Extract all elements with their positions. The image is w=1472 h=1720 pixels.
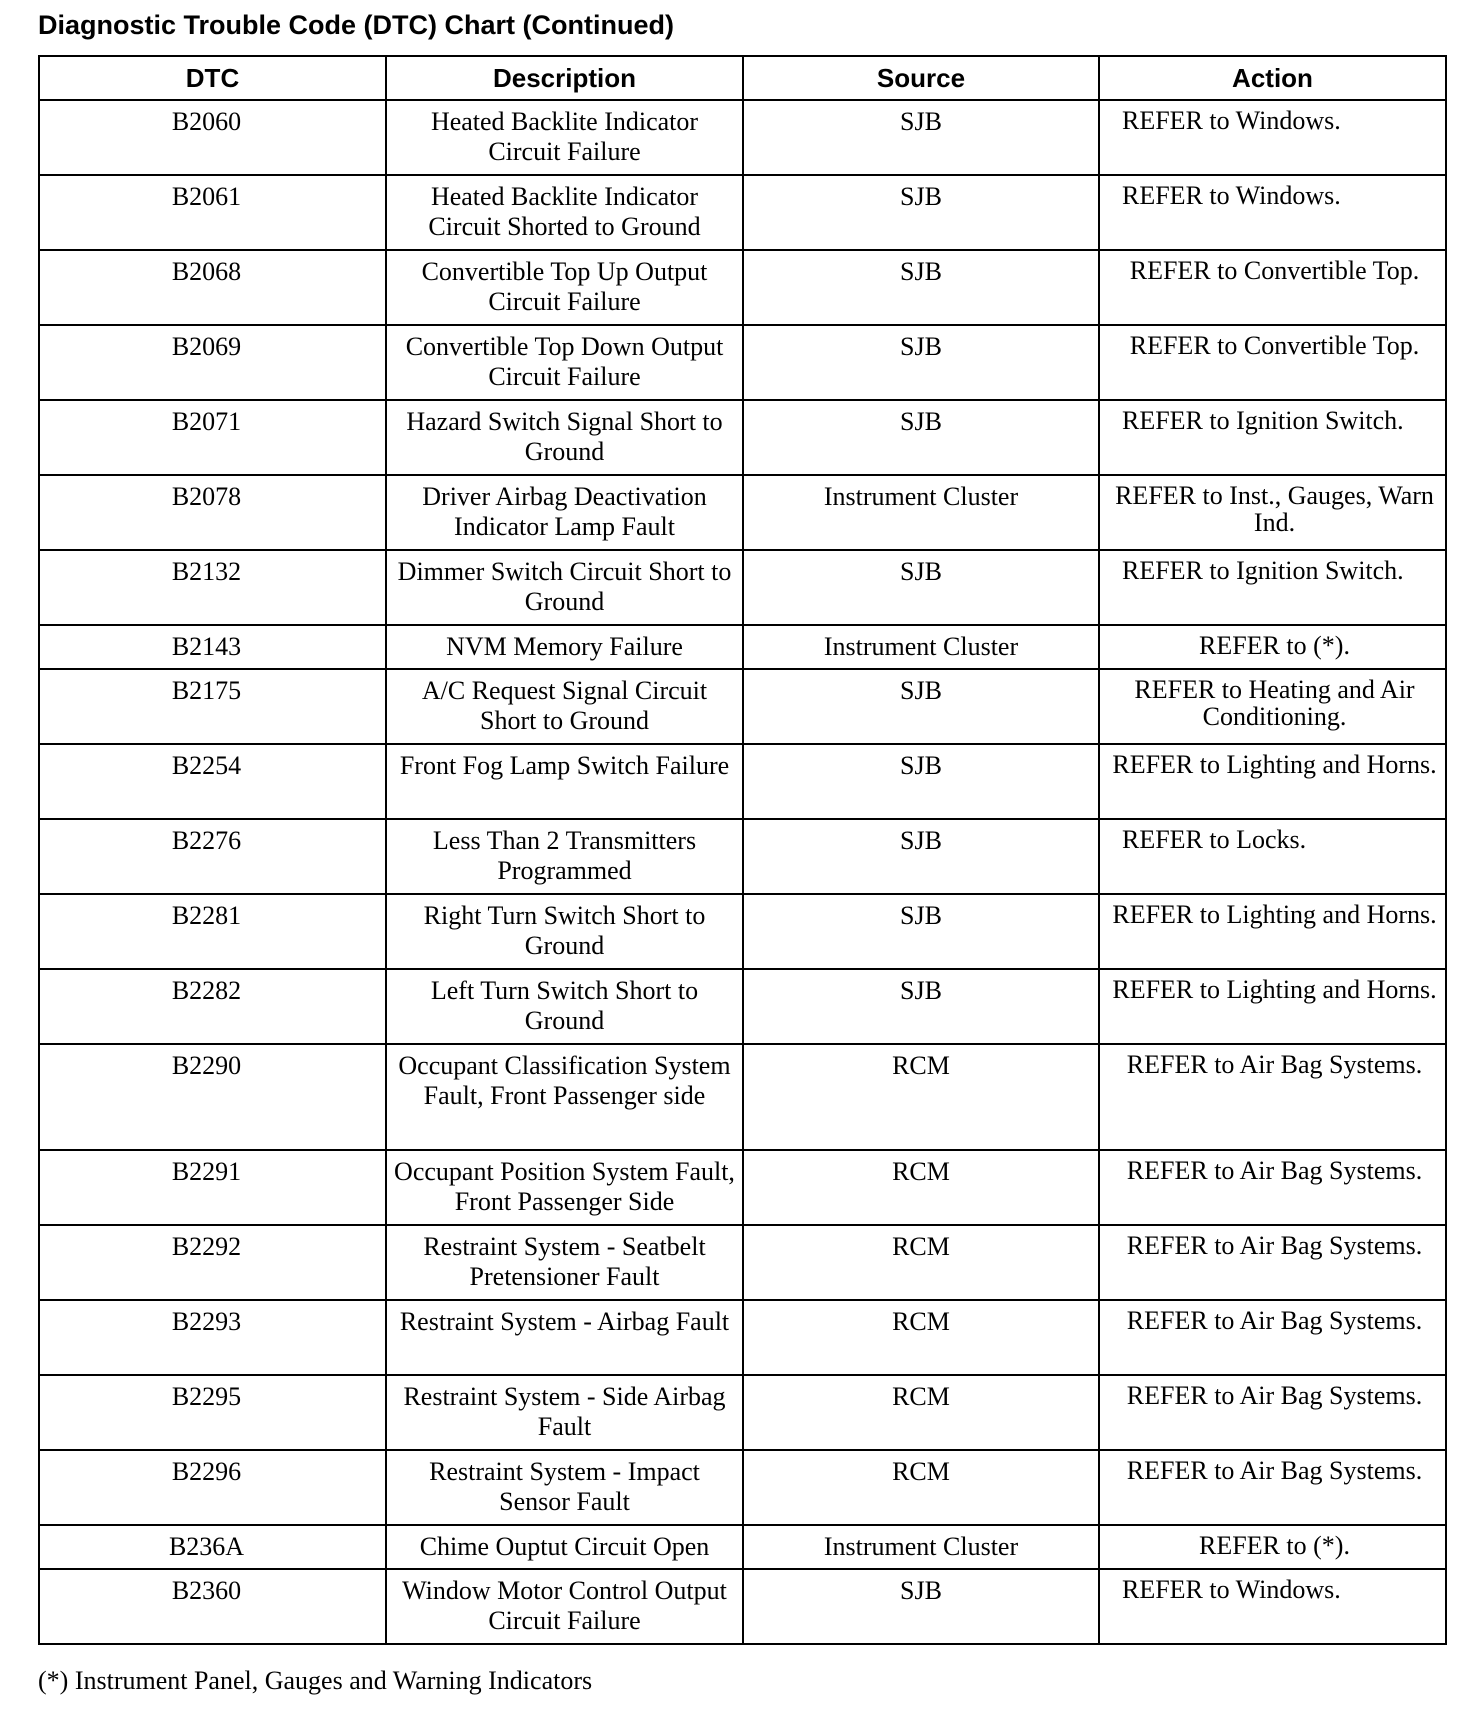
dtc-description: Front Fog Lamp Switch Failure [386,744,743,819]
dtc-description: Chime Ouptut Circuit Open [386,1525,743,1569]
table-row [39,1375,1446,1450]
table-row [39,325,1446,400]
dtc-action: REFER to Windows. [1099,175,1446,250]
dtc-code: B2295 [39,1375,386,1450]
table-row [39,1525,1446,1569]
dtc-action: REFER to Air Bag Systems. [1099,1375,1446,1450]
table-row [39,1450,1446,1525]
dtc-source: RCM [743,1300,1099,1375]
dtc-description: Convertible Top Down Output Circuit Failure [386,325,743,400]
dtc-action: REFER to Air Bag Systems. [1099,1150,1446,1225]
dtc-source: SJB [743,175,1099,250]
dtc-description: Driver Airbag Deactivation Indicator Lamp Fault [386,475,743,550]
dtc-code: B2069 [39,325,386,400]
dtc-action: REFER to (*). [1099,625,1446,669]
dtc-description: Dimmer Switch Circuit Short to Ground [386,550,743,625]
table-row [39,1300,1446,1375]
footnote: (*) Instrument Panel, Gauges and Warning Indicators [38,1666,593,1695]
column-header-action: Action [1099,56,1446,100]
table-row [39,744,1446,819]
dtc-action: REFER to Air Bag Systems. [1099,1300,1446,1375]
dtc-description: Less Than 2 Transmitters Programmed [386,819,743,894]
table-row [39,1150,1446,1225]
dtc-code: B2281 [39,894,386,969]
dtc-source: RCM [743,1044,1099,1150]
dtc-action: REFER to Windows. [1099,1569,1446,1644]
dtc-code: B2132 [39,550,386,625]
dtc-action: REFER to (*). [1099,1525,1446,1569]
dtc-description: Left Turn Switch Short to Ground [386,969,743,1044]
dtc-code: B2276 [39,819,386,894]
table-row [39,819,1446,894]
dtc-code: B2254 [39,744,386,819]
dtc-code: B2060 [39,100,386,175]
dtc-description: NVM Memory Failure [386,625,743,669]
dtc-description: Hazard Switch Signal Short to Ground [386,400,743,475]
dtc-code: B2296 [39,1450,386,1525]
dtc-action: REFER to Ignition Switch. [1099,550,1446,625]
dtc-action: REFER to Locks. [1099,819,1446,894]
dtc-description: Occupant Classification System Fault, Front Passenger side [386,1044,743,1150]
table-row [39,625,1446,669]
table-row [39,669,1446,744]
dtc-table [38,55,1447,1645]
dtc-description: Heated Backlite Indicator Circuit Shorted to Ground [386,175,743,250]
table-row [39,1044,1446,1150]
dtc-action: REFER to Inst., Gauges, Warn Ind. [1099,475,1446,550]
dtc-source: SJB [743,819,1099,894]
dtc-description: Convertible Top Up Output Circuit Failure [386,250,743,325]
dtc-source: SJB [743,744,1099,819]
dtc-code: B2293 [39,1300,386,1375]
dtc-action: REFER to Lighting and Horns. [1099,894,1446,969]
dtc-code: B2290 [39,1044,386,1150]
dtc-source: SJB [743,400,1099,475]
dtc-action: REFER to Air Bag Systems. [1099,1450,1446,1525]
table-row [39,475,1446,550]
dtc-code: B2360 [39,1569,386,1644]
dtc-source: SJB [743,669,1099,744]
dtc-source: SJB [743,1569,1099,1644]
dtc-source: SJB [743,550,1099,625]
dtc-description: Occupant Position System Fault, Front Passenger Side [386,1150,743,1225]
dtc-source: RCM [743,1375,1099,1450]
table-row [39,175,1446,250]
table-row [39,400,1446,475]
dtc-action: REFER to Convertible Top. [1099,325,1446,400]
dtc-code: B2282 [39,969,386,1044]
dtc-code: B236A [39,1525,386,1569]
dtc-action: REFER to Ignition Switch. [1099,400,1446,475]
table-row [39,550,1446,625]
dtc-source: SJB [743,325,1099,400]
dtc-description: Window Motor Control Output Circuit Failure [386,1569,743,1644]
dtc-code: B2291 [39,1150,386,1225]
dtc-description: Restraint System - Airbag Fault [386,1300,743,1375]
dtc-action: REFER to Convertible Top. [1099,250,1446,325]
table-row [39,1569,1446,1644]
dtc-source: SJB [743,894,1099,969]
table-header-row [39,56,1446,100]
dtc-source: RCM [743,1450,1099,1525]
page-title: Diagnostic Trouble Code (DTC) Chart (Continued) [38,10,674,40]
dtc-code: B2292 [39,1225,386,1300]
dtc-action: REFER to Air Bag Systems. [1099,1225,1446,1300]
dtc-code: B2071 [39,400,386,475]
dtc-code: B2068 [39,250,386,325]
column-header-dtc: DTC [39,56,386,100]
dtc-code: B2078 [39,475,386,550]
dtc-description: Restraint System - Side Airbag Fault [386,1375,743,1450]
dtc-source: Instrument Cluster [743,475,1099,550]
dtc-source: Instrument Cluster [743,1525,1099,1569]
dtc-action: REFER to Windows. [1099,100,1446,175]
dtc-description: Heated Backlite Indicator Circuit Failure [386,100,743,175]
dtc-source: SJB [743,100,1099,175]
dtc-description: Right Turn Switch Short to Ground [386,894,743,969]
dtc-description: A/C Request Signal Circuit Short to Ground [386,669,743,744]
table-row [39,894,1446,969]
dtc-code: B2061 [39,175,386,250]
dtc-code: B2143 [39,625,386,669]
column-header-source: Source [743,56,1099,100]
dtc-action: REFER to Lighting and Horns. [1099,744,1446,819]
table-row [39,100,1446,175]
dtc-source: RCM [743,1150,1099,1225]
dtc-source: SJB [743,250,1099,325]
table-row [39,969,1446,1044]
dtc-description: Restraint System - Seatbelt Pretensioner Fault [386,1225,743,1300]
table-row [39,250,1446,325]
column-header-description: Description [386,56,743,100]
dtc-action: REFER to Lighting and Horns. [1099,969,1446,1044]
dtc-description: Restraint System - Impact Sensor Fault [386,1450,743,1525]
dtc-code: B2175 [39,669,386,744]
dtc-source: Instrument Cluster [743,625,1099,669]
dtc-action: REFER to Heating and Air Conditioning. [1099,669,1446,744]
table-row [39,1225,1446,1300]
dtc-action: REFER to Air Bag Systems. [1099,1044,1446,1150]
dtc-source: RCM [743,1225,1099,1300]
dtc-source: SJB [743,969,1099,1044]
